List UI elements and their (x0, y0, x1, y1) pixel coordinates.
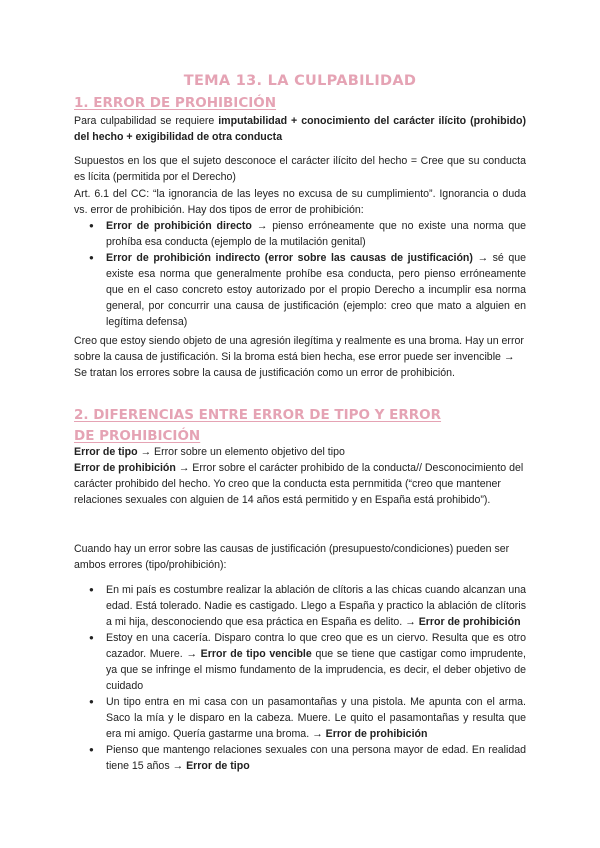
list-item (106, 250, 526, 330)
list-item-bold: Error de prohibición indirecto (error sobre las causas de justificación) → (106, 252, 489, 264)
paragraph-article: Art. 6.1 del CC: “la ignorancia de las leyes no excusa de su cumplimiento”. Ignorancia o duda vs. error de prohibición. Hay dos tipos de error de prohibición: (74, 188, 526, 216)
list-item-text: Un tipo entra en mi casa con un pasamontañas y una pistola. Me apunta con el arma. Saco la mía y le disparo en la cabeza. Muere. Le quito el pasamontañas y resulta que era mi amigo. Quería gastarme una broma. → (106, 696, 526, 740)
list-item-text: En mi país es costumbre realizar la ablación de clítoris a las chicas cuando alcanzan una edad. Está tolerado. Nadie es castigado. Llego a España y practico la ablación de clítoris a mi hija, desconociendo que esa práctica en España es delito. → (106, 584, 526, 628)
list-item-text: pienso erróneamente que no existe una norma que prohíba esa conducta (ejemplo de la mutilación genital) (106, 220, 527, 248)
list-item-text-after: que se tiene que castigar como imprudente, ya que se infringe el mismo fundamento de la imprudencia, es decir, el deber objetivo de cuidado (106, 648, 526, 692)
paragraph-text: Para culpabilidad se requiere (74, 115, 219, 127)
definition-term: Error de prohibición (74, 462, 176, 474)
paragraph-assumptions: Supuestos en los que el sujeto desconoce el carácter ilícito del hecho = Cree que su conducta es lícita (permitida por el Derecho) (74, 155, 526, 183)
paragraph-bold-text: imputabilidad + conocimiento del carácter ilícito (prohibido) del hecho + exigibilidad de otra conducta (74, 115, 526, 143)
list-item (106, 582, 526, 630)
list-item (106, 694, 526, 742)
list-item-bold: Error de prohibición (418, 616, 521, 628)
list-item-bold: Error de prohibición (325, 728, 428, 740)
list-item-bold: Error de tipo (186, 760, 250, 772)
list-item-bold: Error de prohibición directo → (106, 220, 268, 232)
definition-term: Error de tipo (74, 446, 138, 458)
list-item-bold: Error de tipo vencible (200, 648, 312, 660)
list-item (106, 218, 526, 250)
list-item-text: Estoy en una cacería. Disparo contra lo que creo que es un ciervo. Resulta que es otro cazador. Muere. → (106, 632, 526, 660)
paragraph-requirements (74, 113, 526, 145)
definition-text: → Error sobre un elemento objetivo del tipo (137, 446, 345, 458)
definition-text: → Error sobre el carácter prohibido de la conducta// Desconocimiento del carácter prohibido del hecho. Yo creo que la conducta esta pernmitida (“creo que mantener relaciones sexuales con alguien de 14 años está permitido y en España está prohibido”). (74, 462, 524, 506)
definition-error-de-tipo (74, 444, 526, 460)
prohibition-error-types-list (106, 218, 526, 330)
examples-list (106, 582, 526, 774)
section-2-heading: 2. DIFERENCIAS ENTRE ERROR DE TIPO Y ERROR DE PROHIBICIÓN (74, 407, 442, 444)
list-item-text: Pienso que mantengo relaciones sexuales con una persona mayor de edad. En realidad tiene 15 años → (106, 744, 526, 772)
section-1-heading: 1. ERROR DE PROHIBICIÓN (74, 95, 277, 111)
definition-error-de-prohibicion (74, 460, 526, 508)
paragraph-aggression-example: Creo que estoy siendo objeto de una agresión ilegítima y realmente es una broma. Hay un error sobre la causa de justificación. Si la broma está bien hecha, ese error puede ser invencible → Se tratan los errores sobre la causa de justificación como un error de prohibición. (74, 335, 524, 379)
page-title: TEMA 13. LA CULPABILIDAD (183, 73, 417, 89)
list-item (106, 630, 526, 694)
list-item-text: sé que existe esa norma que generalmente prohíbe esa conducta, pero pienso erróneamente que en el caso concreto estoy autorizado por el propio Derecho a incumplir esa norma general, por concurrir una causa de justificación (ejemplo: creo que mato a alguien en legítima defensa) (106, 252, 526, 328)
list-item (106, 742, 526, 774)
paragraph-both-errors: Cuando hay un error sobre las causas de justificación (presupuesto/condiciones) pueden ser ambos errores (tipo/prohibición): (74, 543, 510, 571)
